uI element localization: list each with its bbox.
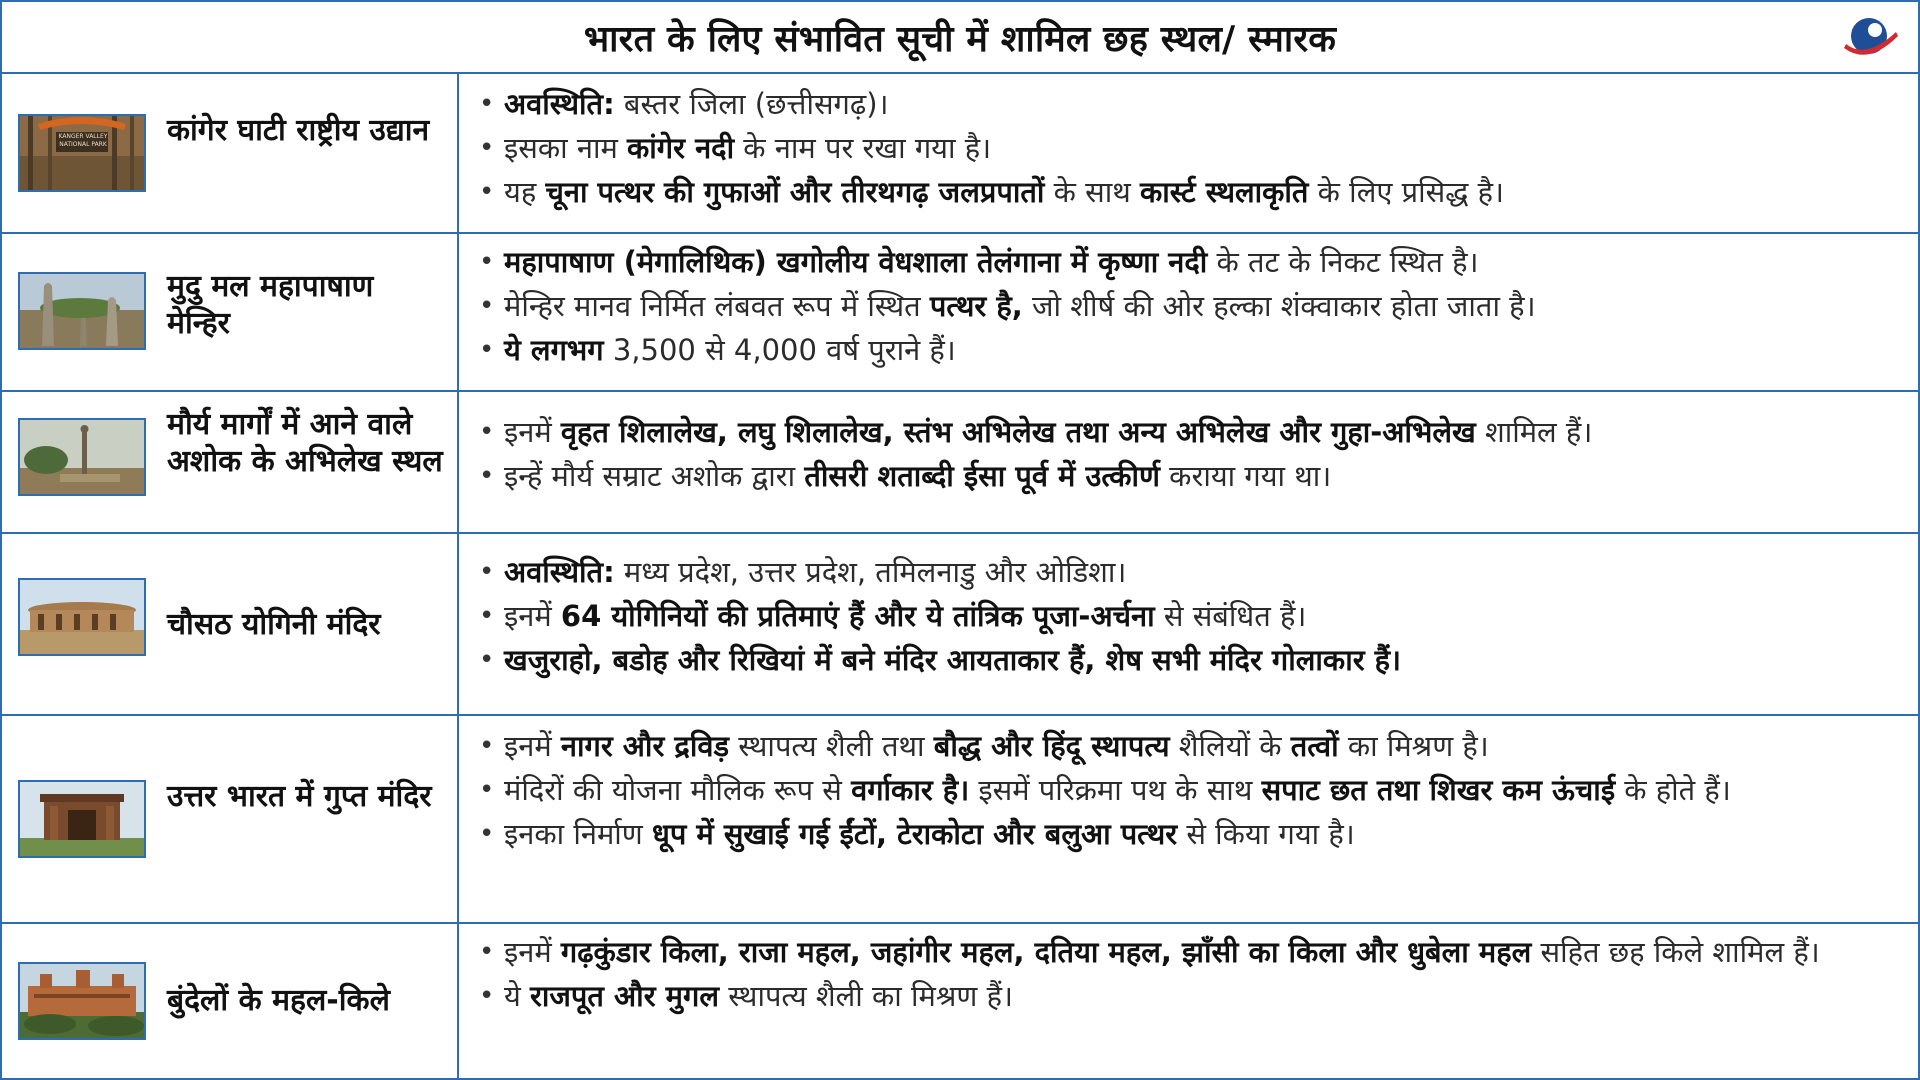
site-details (459, 716, 1918, 922)
bullet-point: • इनमें नागर और द्रविड़ स्थापत्य शैली तथा बौद्ध और हिंदू स्थापत्य शैलियों के तत्वों का मिश्रण है। (479, 724, 1888, 768)
site-row (2, 924, 1918, 1078)
bullet-point: • मेन्हिर मानव निर्मित लंबवत रूप में स्थित पत्थर है, जो शीर्ष की ओर हल्का शंक्वाकार होता जाता है। (479, 284, 1888, 328)
site-details (459, 392, 1918, 532)
site-image (18, 418, 146, 496)
bullet-point: • ये राजपूत और मुगल स्थापत्य शैली का मिश्रण हैं। (479, 974, 1888, 1018)
site-image (18, 114, 146, 192)
bullet-point: • अवस्थिति: बस्तर जिला (छत्तीसगढ़)। (479, 82, 1888, 126)
site-cell (2, 234, 459, 390)
bullet-point: • इन्हें मौर्य सम्राट अशोक द्वारा तीसरी शताब्दी ईसा पूर्व में उत्कीर्ण कराया गया था। (479, 454, 1888, 498)
site-name: मौर्य मार्गों में आने वाले अशोक के अभिलेख स्थल (167, 407, 443, 479)
page-title: भारत के लिए संभावित सूची में शामिल छह स्थल/ स्मारक (583, 18, 1337, 60)
site-row (2, 72, 1918, 234)
site-cell (2, 392, 459, 532)
bullet-point: • इनमें 64 योगिनियों की प्रतिमाएं हैं और ये तांत्रिक पूजा-अर्चना से संबंधित हैं। (479, 594, 1888, 638)
site-image (18, 780, 146, 858)
site-name: मुदु मल महापाषाण मेन्हिर (167, 269, 374, 341)
site-cell (2, 716, 459, 922)
site-details (459, 924, 1918, 1078)
bullet-point: • मंदिरों की योजना मौलिक रूप से वर्गाकार है। इसमें परिक्रमा पथ के साथ सपाट छत तथा शिखर कम ऊंचाई के होते हैं। (479, 768, 1888, 812)
site-details (459, 72, 1918, 232)
bullet-point: • महापाषाण (मेगालिथिक) खगोलीय वेधशाला तेलंगाना में कृष्णा नदी के तट के निकट स्थित है। (479, 240, 1888, 284)
site-name: चौसठ योगिनी मंदिर (167, 607, 381, 642)
site-image (18, 962, 146, 1040)
site-image (18, 578, 146, 656)
bullet-point: • खजुराहो, बडोह और रिखियां में बने मंदिर आयताकार हैं, शेष सभी मंदिर गोलाकार हैं। (479, 638, 1888, 682)
site-row (2, 716, 1918, 924)
site-details (459, 534, 1918, 714)
site-details (459, 234, 1918, 390)
site-cell (2, 72, 459, 232)
logo-icon (1842, 10, 1900, 64)
site-row (2, 234, 1918, 392)
site-cell (2, 924, 459, 1078)
bullet-point: • इनमें गढ़कुंडार किला, राजा महल, जहांगीर महल, दतिया महल, झाँसी का किला और धुबेला महल सहित छह किले शामिल हैं। (479, 930, 1888, 974)
site-row (2, 392, 1918, 534)
bullet-point: • इसका नाम कांगेर नदी के नाम पर रखा गया है। (479, 126, 1888, 170)
site-name: कांगेर घाटी राष्ट्रीय उद्यान (167, 113, 430, 148)
site-name: उत्तर भारत में गुप्त मंदिर (167, 779, 432, 814)
site-row (2, 534, 1918, 716)
site-name: बुंदेलों के महल-किले (167, 983, 390, 1018)
site-image (18, 272, 146, 350)
site-cell (2, 534, 459, 714)
bullet-point: • यह चूना पत्थर की गुफाओं और तीरथगढ़ जलप्रपातों के साथ कार्स्ट स्थलाकृति के लिए प्रसिद्ध है। (479, 170, 1888, 214)
bullet-point: • इनमें वृहत शिलालेख, लघु शिलालेख, स्तंभ अभिलेख तथा अन्य अभिलेख और गुहा-अभिलेख शामिल हैं। (479, 410, 1888, 454)
title-bar (2, 2, 1918, 74)
park-sign: KANGER VALLEY NATIONAL PARK (58, 133, 108, 148)
bullet-point: • अवस्थिति: मध्य प्रदेश, उत्तर प्रदेश, तमिलनाडु और ओडिशा। (479, 550, 1888, 594)
bullet-point: • इनका निर्माण धूप में सुखाई गई ईंटों, टेराकोटा और बलुआ पत्थर से किया गया है। (479, 812, 1888, 856)
bullet-point: • ये लगभग 3,500 से 4,000 वर्ष पुराने हैं। (479, 328, 1888, 372)
